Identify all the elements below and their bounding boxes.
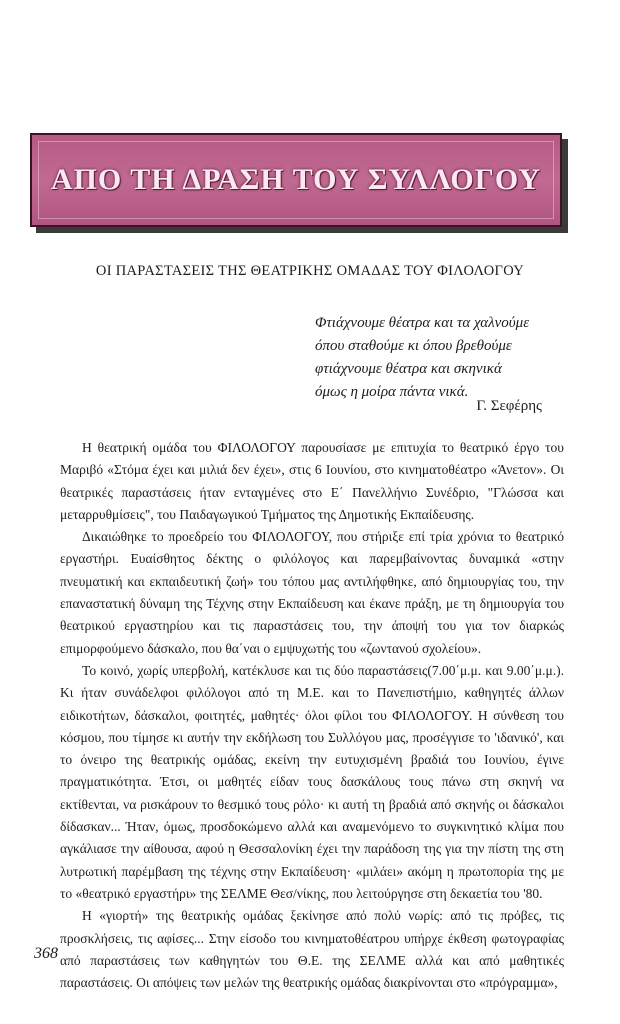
paragraph: Δικαιώθηκε το προεδρείο του ΦΙΛΟΛΟΓΟΥ, που στήριξε επί τρία χρόνια το θεατρικό εργαστήρι. Ευαίσθητος δέκτης ο φιλόλογος και παρεμβαίνοντας δυναμικά «στην πνευματική και εκπαιδευτική ζωή» του τόπου μας αντιλήφθηκε, από δημιουργίας του, την επαναστατική δύναμη της Τέχνης στην Εκπαίδευση και έκανε πράξη, με τη δημιουργία του θεατρικού εργαστηρίου και τις παραστάσεις του, την άποψή του για τον διαρκώς επιμορφούμενο δάσκαλο, που θα΄ναι ο εμψυχωτής του «ζωντανού σχολείου». xyxy=(60,529,564,656)
poem-line: φτιάχνουμε θέατρα και σκηνικά xyxy=(315,361,502,377)
paragraph: Η θεατρική ομάδα του ΦΙΛΟΛΟΓΟΥ παρουσίασε με επιτυχία το θεατρικό έργο του Μαριβό «Στόμα έχει και μιλιά δεν έχει», στις 6 Ιουνίου, στο κινηματοθέατρο «Άνετον». Οι θεατρικές παραστάσεις ήταν ενταγμένες στο Ε΄ Πανελλήνιο Συνέδριο, "Γλώσσα και μεταρρυθμίσεις", του Παιδαγωγικού Τμήματος της Δημοτικής Εκπαίδευσης. xyxy=(60,440,564,522)
poem-author: Γ. Σεφέρης xyxy=(476,398,542,414)
poem-line: όμως η μοίρα πάντα νικά. xyxy=(315,384,469,400)
section-banner xyxy=(30,133,562,227)
article-title: ΟΙ ΠΑΡΑΣΤΑΣΕΙΣ ΤΗΣ ΘΕΑΤΡΙΚΗΣ ΟΜΑΔΑΣ ΤΟΥ ΦΙΛΟΛΟΓΟΥ xyxy=(95,263,525,279)
page-number: 368 xyxy=(34,945,58,962)
poem-line: Φτιάχνουμε θέατρα και τα χαλνούμε xyxy=(315,315,530,331)
article-body xyxy=(60,437,564,994)
epigraph-poem xyxy=(315,312,545,404)
banner-inner-frame xyxy=(38,141,554,219)
paragraph: Η «γιορτή» της θεατρικής ομάδας ξεκίνησε από πολύ νωρίς: από τις πρόβες, τις προσκλήσεις, τις αφίσες... Στην είσοδο του κινηματοθέατρου υπήρχε έκθεση φωτογραφίας από παραστάσεις των καθηγητών του Θ.Ε. της ΣΕΛΜΕ αλλά και από μαθητικές παραστάσεις. Οι απόψεις των μελών της θεατρικής ομάδας διακρίνονται στο «πρόγραμμα», xyxy=(60,908,564,991)
paragraph: Το κοινό, χωρίς υπερβολή, κατέκλυσε και τις δύο παραστάσεις(7.00΄μ.μ. και 9.00΄μ.μ.). Κι ήταν συνάδελφοι φιλόλογοι από τη Μ.Ε. και το Πανεπιστήμιο, καθηγητές άλλων ειδικοτήτων, δάσκαλοι, φοιτητές, μαθητές· όλοι φίλοι του ΦΙΛΟΛΟΓΟΥ. Η σύνθεση του κόσμου, που τίμησε κι αυτήν την εκδήλωση του Συλλόγου μας, προσέγγισε το 'ιδανικό', και το όνειρο της θεατρικής ομάδας, εκείνη την ευτυχισμένη βραδιά του Ιουνίου, έγινε πραγματικότητα. Έτσι, οι μαθητές είδαν τους δασκάλους τους πάνω στη σκηνή να εκτίθενται, να ρισκάρουν το θεσμικό τους ρόλο· κι αυτή τη βραδιά από σκηνής οι δάσκαλοι δίδασκαν... Ήταν, όμως, προσδοκώμενο αλλά και αναμενόμενο το συγκινητικό κλίμα που αγκάλιασε την αίθουσα, αφού η Θεσσαλονίκη έχει την παράδοση της για την πίστη της στη λυτρωτική παρέμβαση της τέχνης στην Εκπαίδευση· «μιλάει» ακόμη η πρωτοπορία της με το «θεατρικό εργαστήρι» της ΣΕΛΜΕ Θεσ/νίκης, που λειτούργησε στη δεκαετία του '80. xyxy=(60,662,564,901)
banner-title: ΑΠΟ ΤΗ ΔΡΑΣΗ ΤΟΥ ΣΥΛΛΟΓΟΥ xyxy=(50,163,542,196)
poem-line: όπου σταθούμε κι όπου βρεθούμε xyxy=(315,338,512,354)
